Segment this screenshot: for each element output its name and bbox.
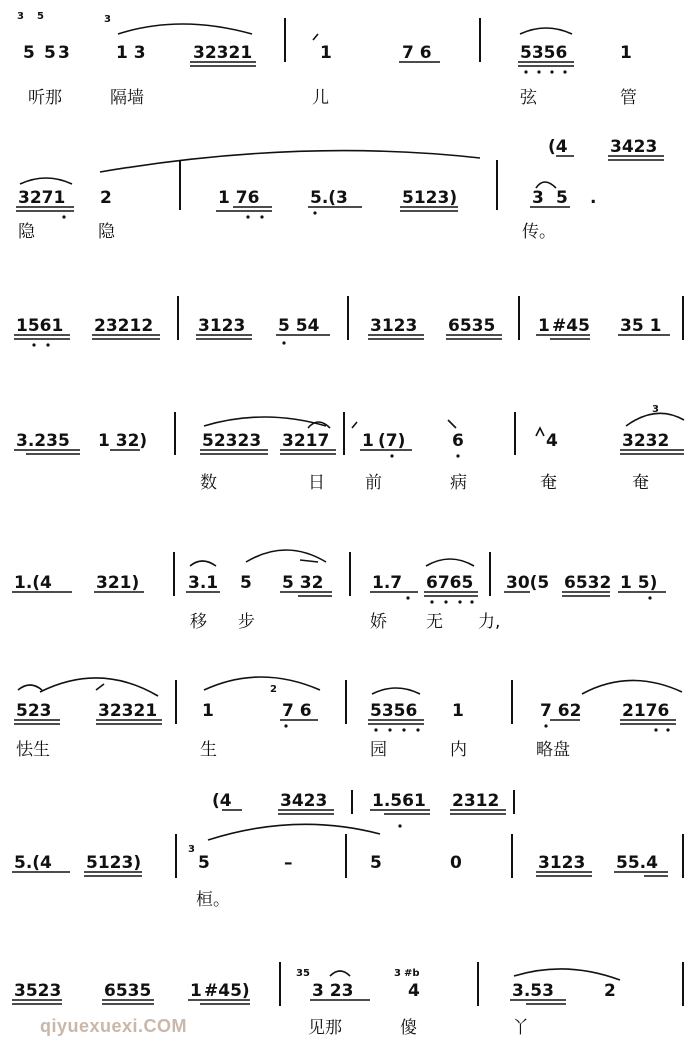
note-group: 1 3 bbox=[116, 43, 146, 63]
note-group: 3123 bbox=[198, 316, 246, 336]
lyric: 娇 bbox=[370, 612, 387, 632]
note-group: 1 bbox=[620, 43, 632, 63]
note-group: 0 bbox=[450, 853, 462, 873]
lyric: 步 bbox=[238, 612, 255, 632]
note-group: 1 bbox=[320, 43, 332, 63]
site-watermark: qiyuexuexi.COM bbox=[40, 1016, 188, 1036]
row-1 bbox=[17, 11, 637, 108]
row-6 bbox=[14, 677, 682, 760]
grace-note: 3 bbox=[394, 968, 401, 979]
row-3 bbox=[14, 296, 683, 347]
note-group: 6765 bbox=[426, 573, 474, 593]
note-group: – bbox=[284, 853, 293, 873]
note-group: 2312 bbox=[452, 791, 500, 811]
lyric: 生 bbox=[200, 740, 217, 760]
lyric: 桓。 bbox=[196, 890, 230, 910]
note-group: 3423 bbox=[280, 791, 328, 811]
note-group: 52323 bbox=[202, 431, 262, 451]
note-group: 1 bbox=[452, 701, 464, 721]
lyric: 无 bbox=[426, 612, 443, 632]
note-group: 35 1 bbox=[620, 316, 662, 336]
note-group: 7 6 bbox=[282, 701, 312, 721]
note-group: 3523 bbox=[14, 981, 62, 1001]
lyric: 儿 bbox=[312, 88, 329, 108]
lyric: 数 bbox=[200, 473, 217, 493]
note-group: (7) bbox=[378, 431, 406, 451]
lyric: 丫 bbox=[512, 1018, 529, 1038]
note-group: 2 bbox=[100, 188, 112, 208]
note-group: #45) bbox=[204, 981, 250, 1001]
note-group: 1 32) bbox=[98, 431, 148, 451]
lyric: 园 bbox=[370, 740, 387, 760]
note-group: 5.(4 bbox=[14, 853, 52, 873]
grace-note: #b bbox=[404, 968, 420, 979]
note-group: 6535 bbox=[448, 316, 496, 336]
note-group: 1 bbox=[190, 981, 202, 1001]
lyric: 奄 bbox=[540, 473, 557, 493]
note-group: 5123) bbox=[86, 853, 142, 873]
note-group: (4 bbox=[548, 137, 568, 157]
note-group: 7 62 bbox=[540, 701, 582, 721]
note-group: 30(5 bbox=[506, 573, 550, 593]
note-group: 2 bbox=[604, 981, 616, 1001]
note-group: 3423 bbox=[610, 137, 658, 157]
grace-note: 3 bbox=[104, 14, 111, 25]
note-group: . bbox=[590, 188, 597, 208]
note-group: 5 32 bbox=[282, 573, 324, 593]
lyric: 日 bbox=[308, 473, 325, 493]
grace-note: 2 bbox=[270, 684, 277, 695]
grace-note: 3 bbox=[188, 844, 195, 855]
note-group: 3123 bbox=[370, 316, 418, 336]
note-group: 3.235 bbox=[16, 431, 70, 451]
note-group: 1.561 bbox=[372, 791, 426, 811]
note-group: 5.(3 bbox=[310, 188, 348, 208]
note-group: 5 bbox=[198, 853, 210, 873]
note-group: 4 bbox=[546, 431, 558, 451]
note-group: 523 bbox=[16, 701, 52, 721]
note-group: 6532 bbox=[564, 573, 612, 593]
note-group: 5 bbox=[240, 573, 252, 593]
note-group: 5123) bbox=[402, 188, 458, 208]
lyric: 内 bbox=[450, 740, 467, 760]
grace-note: 3 bbox=[17, 11, 24, 22]
lyric: 弦 bbox=[520, 88, 537, 108]
grace-note: 35 bbox=[296, 968, 310, 979]
note-group: 6 bbox=[452, 431, 464, 451]
row-7 bbox=[12, 790, 683, 910]
lyric: 管 bbox=[620, 88, 637, 108]
note-group: 3271 bbox=[18, 188, 66, 208]
note-group: 5 bbox=[23, 43, 35, 63]
note-group: 1 bbox=[362, 431, 374, 451]
note-group: 1 bbox=[538, 316, 550, 336]
note-group: 5 bbox=[556, 188, 568, 208]
note-group: 1 76 bbox=[218, 188, 260, 208]
note-group: 32321 bbox=[98, 701, 158, 721]
note-group: 6535 bbox=[104, 981, 152, 1001]
note-group: (4 bbox=[212, 791, 232, 811]
lyric: 略盘 bbox=[536, 740, 570, 760]
row-4 bbox=[14, 404, 684, 493]
note-group: 1 bbox=[202, 701, 214, 721]
note-group: 5356 bbox=[520, 43, 568, 63]
note-group: 1561 bbox=[16, 316, 64, 336]
note-group: 32321 bbox=[193, 43, 253, 63]
note-group: 1.(4 bbox=[14, 573, 52, 593]
note-group: 3 bbox=[58, 43, 70, 63]
lyric: 听那 bbox=[28, 88, 62, 108]
lyric: 传。 bbox=[522, 222, 556, 242]
note-group: 5 bbox=[44, 43, 56, 63]
lyric: 傻 bbox=[400, 1018, 417, 1038]
note-group: 3123 bbox=[538, 853, 586, 873]
lyric: 见那 bbox=[308, 1018, 342, 1038]
lyric: 奄 bbox=[632, 473, 649, 493]
note-group: 3.53 bbox=[512, 981, 554, 1001]
note-group: 5356 bbox=[370, 701, 418, 721]
note-group: 23212 bbox=[94, 316, 154, 336]
lyric: 力, bbox=[478, 612, 501, 632]
note-group: 2176 bbox=[622, 701, 670, 721]
grace-note: 5 bbox=[37, 11, 44, 22]
note-group: 321) bbox=[96, 573, 140, 593]
lyric: 前 bbox=[365, 473, 382, 493]
lyric: 隐 bbox=[98, 222, 115, 242]
note-group: 3.1 bbox=[188, 573, 219, 593]
row-2 bbox=[16, 137, 664, 242]
note-group: 5 54 bbox=[278, 316, 320, 336]
lyric: 移 bbox=[190, 612, 207, 632]
lyric: 怯生 bbox=[16, 740, 50, 760]
lyric: 病 bbox=[450, 473, 467, 493]
note-group: 1.7 bbox=[372, 573, 403, 593]
lyric: 隐 bbox=[18, 222, 35, 242]
note-group: 3232 bbox=[622, 431, 670, 451]
row-5 bbox=[12, 550, 666, 632]
note-group: 3217 bbox=[282, 431, 330, 451]
lyric: 隔墙 bbox=[110, 88, 144, 108]
note-group: 1 5) bbox=[620, 573, 658, 593]
note-group: 7 6 bbox=[402, 43, 432, 63]
note-group: 4 bbox=[408, 981, 420, 1001]
note-group: 5 bbox=[370, 853, 382, 873]
note-group: 3 bbox=[532, 188, 544, 208]
note-group: 3 23 bbox=[312, 981, 354, 1001]
note-group: 55.4 bbox=[616, 853, 658, 873]
note-group: #45 bbox=[552, 316, 590, 336]
triplet-mark: 3 bbox=[652, 404, 659, 415]
